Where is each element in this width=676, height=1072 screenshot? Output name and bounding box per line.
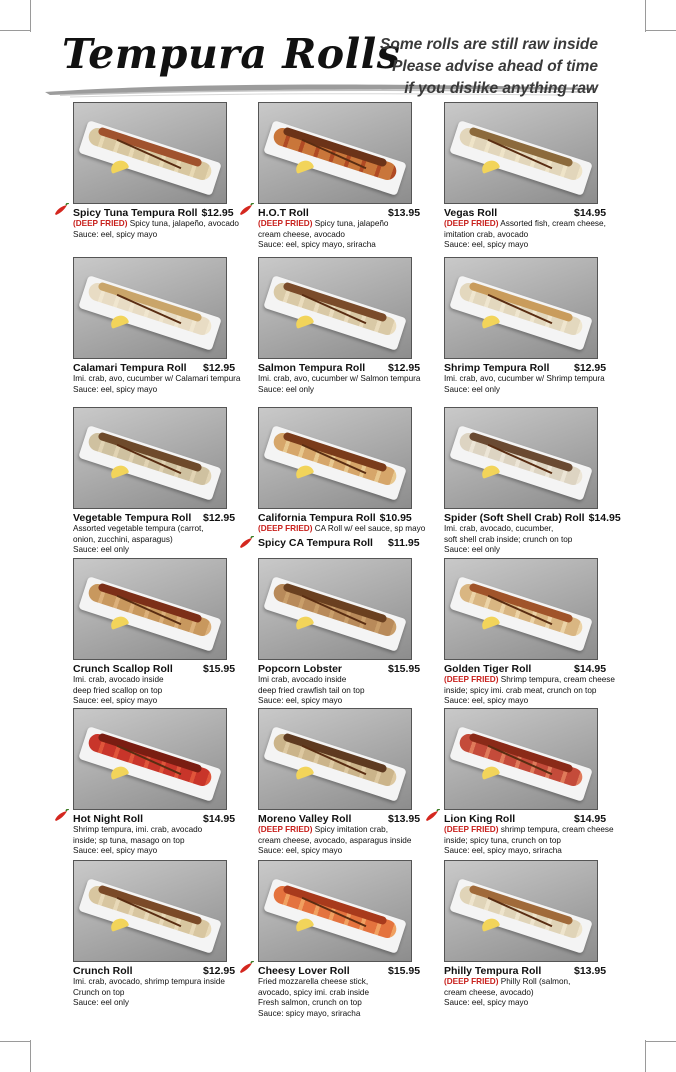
item-name: Hot Night Roll bbox=[73, 813, 143, 825]
roll-photo bbox=[258, 407, 412, 509]
item-description-line: Sauce: eel, spicy mayo bbox=[73, 696, 158, 705]
menu-item bbox=[444, 257, 629, 395]
item-description bbox=[258, 524, 443, 535]
menu-item bbox=[258, 860, 443, 1019]
item-heading bbox=[444, 965, 629, 977]
item-heading bbox=[73, 663, 258, 675]
item-sauce: Sauce: eel only bbox=[258, 384, 314, 394]
item-heading bbox=[73, 512, 258, 524]
menu-item bbox=[73, 102, 258, 240]
menu-item bbox=[444, 102, 629, 251]
item-description-line: inside; sp tuna, masago on top bbox=[73, 835, 185, 845]
item-description-text: Shrimp tempura, cream cheese bbox=[500, 675, 615, 684]
item-description-line: cream cheese, avocado, asparagus inside bbox=[258, 835, 412, 845]
item-name: H.O.T Roll bbox=[258, 207, 309, 219]
item-name: Lion King Roll bbox=[444, 813, 516, 825]
item-name: California Tempura Roll bbox=[258, 512, 376, 524]
menu-item bbox=[73, 407, 258, 556]
notice-line-2: Please advise ahead of time bbox=[392, 58, 598, 75]
item-description-text: Fried mozzarella cheese stick, bbox=[258, 977, 369, 986]
item-description bbox=[73, 825, 258, 836]
menu-item bbox=[444, 558, 629, 707]
roll-photo bbox=[444, 257, 598, 359]
roll-photo bbox=[73, 102, 227, 204]
item-description bbox=[444, 219, 629, 230]
item-description-text: Imi crab, avocado inside bbox=[258, 675, 347, 684]
raw-notice bbox=[380, 34, 598, 100]
roll-photo bbox=[258, 257, 412, 359]
item-description bbox=[258, 977, 443, 988]
menu-item bbox=[444, 708, 629, 857]
roll-photo bbox=[444, 407, 598, 509]
chili-pepper-icon bbox=[53, 203, 69, 217]
item-price: $12.95 bbox=[574, 362, 607, 374]
page-title: Tempura Rolls bbox=[62, 30, 401, 78]
deep-fried-tag: (DEEP FRIED) bbox=[444, 675, 499, 684]
item-description-text: Imi. crab, avo, cucumber w/ Shrimp tempura bbox=[444, 374, 605, 383]
deep-fried-tag: (DEEP FRIED) bbox=[444, 977, 499, 986]
roll-photo bbox=[258, 708, 412, 810]
item-price: $15.95 bbox=[388, 663, 421, 675]
item-description bbox=[444, 524, 629, 535]
item-price: $13.95 bbox=[388, 207, 421, 219]
deep-fried-tag: (DEEP FRIED) bbox=[258, 825, 313, 834]
menu-item bbox=[258, 708, 443, 857]
item-price: $15.95 bbox=[203, 663, 236, 675]
item-price: $14.95 bbox=[203, 813, 236, 825]
item-description-line: avocado, spicy imi. crab inside bbox=[258, 987, 370, 997]
menu-item bbox=[258, 257, 443, 395]
item-description bbox=[73, 374, 258, 385]
chili-pepper-icon bbox=[238, 203, 254, 217]
item-description-text: Spicy tuna, jalapeño bbox=[314, 219, 389, 228]
item-heading bbox=[73, 362, 258, 374]
item-price: $13.95 bbox=[388, 813, 421, 825]
crop-mark bbox=[646, 1041, 676, 1042]
roll-photo bbox=[444, 102, 598, 204]
item-price: $12.95 bbox=[203, 965, 236, 977]
item-description-text: Philly Roll (salmon, bbox=[500, 977, 571, 986]
item-name: Popcorn Lobster bbox=[258, 663, 343, 675]
deep-fried-tag: (DEEP FRIED) bbox=[258, 219, 313, 228]
item-heading bbox=[444, 207, 629, 219]
roll-photo bbox=[258, 558, 412, 660]
item-heading bbox=[444, 663, 629, 675]
menu-item bbox=[258, 407, 443, 549]
deep-fried-tag: (DEEP FRIED) bbox=[444, 219, 499, 228]
item-description bbox=[73, 675, 258, 686]
roll-photo bbox=[73, 407, 227, 509]
item-price: $13.95 bbox=[574, 965, 607, 977]
item-description bbox=[444, 374, 629, 385]
roll-photo bbox=[258, 860, 412, 962]
item-description bbox=[444, 825, 629, 836]
item-price: $15.95 bbox=[388, 965, 421, 977]
item-heading bbox=[258, 965, 443, 977]
item-heading bbox=[258, 813, 443, 825]
chili-pepper-icon bbox=[53, 809, 69, 823]
crop-mark bbox=[645, 0, 646, 32]
item-price: $14.95 bbox=[574, 663, 607, 675]
item-description-text: Spicy tuna, jalapeño, avocado bbox=[129, 219, 239, 228]
roll-photo bbox=[73, 558, 227, 660]
extra-item-name: Spicy CA Tempura Roll bbox=[258, 536, 373, 549]
item-heading bbox=[444, 362, 629, 374]
item-heading bbox=[258, 512, 443, 524]
item-price: $14.95 bbox=[574, 207, 607, 219]
menu-item bbox=[73, 257, 258, 395]
item-description bbox=[258, 374, 443, 385]
item-description-text: Imi. crab, avo, cucumber w/ Calamari tempura bbox=[73, 374, 241, 383]
crop-mark bbox=[30, 0, 31, 32]
notice-line-1: Some rolls are still raw inside bbox=[380, 36, 598, 53]
item-description-line: imitation crab, avocado bbox=[444, 229, 529, 239]
item-description-line: cream cheese, avocado) bbox=[444, 987, 534, 997]
item-name: Vegetable Tempura Roll bbox=[73, 512, 192, 524]
item-description-line: Sauce: eel only bbox=[73, 545, 129, 554]
item-price: $12.95 bbox=[203, 362, 236, 374]
item-description-line: Sauce: eel, spicy mayo, sriracha bbox=[444, 846, 562, 855]
item-description bbox=[444, 977, 629, 988]
item-name: Cheesy Lover Roll bbox=[258, 965, 350, 977]
deep-fried-tag: (DEEP FRIED) bbox=[73, 219, 128, 228]
item-description-text: shrimp tempura, cream cheese bbox=[500, 825, 614, 834]
item-heading bbox=[73, 207, 258, 219]
item-price: $12.95 bbox=[203, 512, 236, 524]
item-description bbox=[258, 825, 443, 836]
roll-photo bbox=[73, 257, 227, 359]
deep-fried-tag: (DEEP FRIED) bbox=[444, 825, 499, 834]
roll-photo bbox=[444, 558, 598, 660]
item-heading bbox=[258, 663, 443, 675]
chili-pepper-icon bbox=[424, 809, 440, 823]
roll-photo bbox=[73, 860, 227, 962]
menu-item bbox=[73, 558, 258, 707]
item-description-text: Shrimp tempura, imi. crab, avocado bbox=[73, 825, 203, 834]
item-heading bbox=[444, 512, 629, 524]
item-description-line: Fresh salmon, crunch on top bbox=[258, 998, 362, 1007]
item-name: Golden Tiger Roll bbox=[444, 663, 532, 675]
item-description-text: Imi. crab, avocado, cucumber, bbox=[444, 524, 554, 533]
menu-item bbox=[258, 102, 443, 251]
roll-photo bbox=[444, 860, 598, 962]
extra-item-heading bbox=[258, 537, 443, 549]
chili-pepper-icon bbox=[238, 961, 254, 975]
menu-item bbox=[258, 558, 443, 707]
crop-mark bbox=[0, 1041, 30, 1042]
item-description-line: Sauce: eel, spicy mayo, sriracha bbox=[258, 240, 376, 249]
item-heading bbox=[444, 813, 629, 825]
item-description-line: Crunch on top bbox=[73, 987, 125, 997]
item-description-line: inside; spicy tuna, crunch on top bbox=[444, 835, 561, 845]
item-description-line: inside; spicy imi. crab meat, crunch on top bbox=[444, 685, 597, 695]
item-description bbox=[444, 675, 629, 686]
item-price: $12.95 bbox=[201, 207, 234, 219]
item-heading bbox=[258, 362, 443, 374]
item-description-text: Imi. crab, avo, cucumber w/ Salmon tempura bbox=[258, 374, 421, 383]
item-description bbox=[73, 977, 258, 988]
item-description-line: Sauce: eel, spicy mayo bbox=[73, 846, 158, 855]
item-description-line: cream cheese, avocado bbox=[258, 229, 345, 239]
item-description bbox=[258, 675, 443, 686]
item-description-text: Assorted vegetable tempura (carrot, bbox=[73, 524, 204, 533]
item-heading bbox=[73, 965, 258, 977]
item-name: Spicy Tuna Tempura Roll bbox=[73, 207, 198, 219]
roll-photo bbox=[444, 708, 598, 810]
item-heading bbox=[73, 813, 258, 825]
item-description-text: Imi. crab, avocado inside bbox=[73, 675, 164, 684]
item-price: $12.95 bbox=[388, 362, 421, 374]
item-price: $10.95 bbox=[379, 512, 412, 524]
item-name: Calamari Tempura Roll bbox=[73, 362, 187, 374]
item-name: Moreno Valley Roll bbox=[258, 813, 352, 825]
item-description-line: Sauce: eel only bbox=[73, 998, 129, 1007]
item-description-line: Sauce: spicy mayo, sriracha bbox=[258, 1008, 361, 1018]
item-description-text: Spicy imitation crab, bbox=[314, 825, 388, 834]
item-description-line: Sauce: eel only bbox=[444, 545, 500, 554]
menu-item bbox=[73, 708, 258, 857]
item-name: Shrimp Tempura Roll bbox=[444, 362, 550, 374]
item-description bbox=[258, 219, 443, 230]
item-description-line: deep fried scallop on top bbox=[73, 685, 163, 695]
notice-line-3: if you dislike anything raw bbox=[404, 80, 598, 97]
item-description-text: Assorted fish, cream cheese, bbox=[500, 219, 606, 228]
item-sauce: Sauce: eel, spicy mayo bbox=[73, 384, 158, 394]
item-name: Spider (Soft Shell Crab) Roll bbox=[444, 512, 585, 524]
crop-mark bbox=[30, 1040, 31, 1072]
item-name: Philly Tempura Roll bbox=[444, 965, 542, 977]
item-sauce: Sauce: eel, spicy mayo bbox=[73, 229, 158, 239]
item-description-line: Sauce: eel, spicy mayo bbox=[258, 696, 343, 705]
item-description-line: Sauce: eel, spicy mayo bbox=[444, 240, 529, 249]
crop-mark bbox=[645, 1040, 646, 1072]
item-description-line: Sauce: eel, spicy mayo bbox=[444, 696, 529, 705]
menu-item bbox=[444, 407, 629, 556]
item-description bbox=[73, 219, 258, 230]
item-description-line: Sauce: eel, spicy mayo bbox=[444, 998, 529, 1007]
roll-photo bbox=[73, 708, 227, 810]
item-sauce: Sauce: eel only bbox=[444, 384, 500, 394]
item-description-line: soft shell crab inside; crunch on top bbox=[444, 534, 573, 544]
item-name: Crunch Roll bbox=[73, 965, 133, 977]
item-description-text: Imi. crab, avocado, shrimp tempura inside bbox=[73, 977, 225, 986]
item-description-text: CA Roll w/ eel sauce, sp mayo bbox=[314, 524, 426, 533]
item-price: $14.95 bbox=[574, 813, 607, 825]
menu-item bbox=[73, 860, 258, 1009]
extra-item-price: $11.95 bbox=[388, 536, 420, 549]
crop-mark bbox=[0, 30, 30, 31]
item-description bbox=[73, 524, 258, 535]
deep-fried-tag: (DEEP FRIED) bbox=[258, 524, 313, 533]
item-price: $14.95 bbox=[588, 512, 621, 524]
item-description-line: onion, zucchini, asparagus) bbox=[73, 534, 173, 544]
chili-pepper-icon bbox=[238, 536, 254, 550]
menu-item bbox=[444, 860, 629, 1009]
item-description-line: Sauce: eel, spicy mayo bbox=[258, 846, 343, 855]
roll-photo bbox=[258, 102, 412, 204]
item-name: Crunch Scallop Roll bbox=[73, 663, 173, 675]
item-name: Salmon Tempura Roll bbox=[258, 362, 366, 374]
item-heading bbox=[258, 207, 443, 219]
item-description-line: deep fried crawfish tail on top bbox=[258, 685, 365, 695]
item-name: Vegas Roll bbox=[444, 207, 498, 219]
crop-mark bbox=[646, 30, 676, 31]
